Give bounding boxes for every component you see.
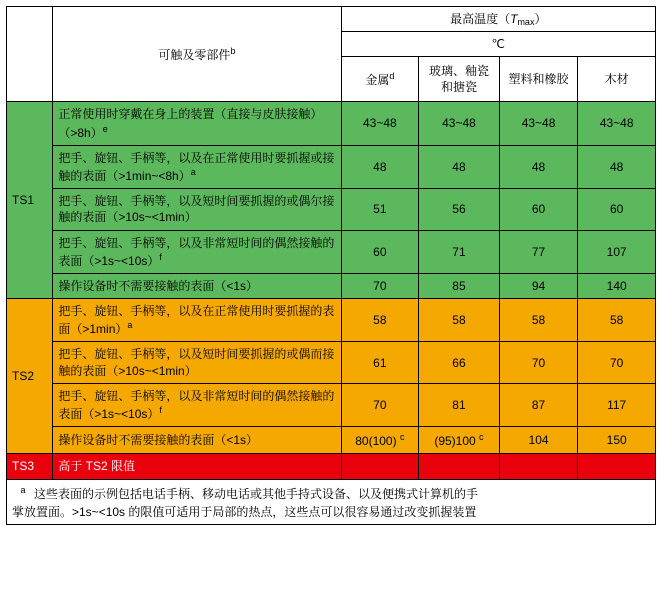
temperature-value-cell xyxy=(341,189,419,230)
table-header-row-1 xyxy=(7,7,656,32)
temperature-value-cell xyxy=(419,273,500,298)
temperature-value: 104 xyxy=(528,433,549,448)
footnote-line-1: 这些表面的示例包括电话手柄、移动电话或其他手持式设备、以及便携式计算机的手 xyxy=(34,486,479,501)
surface-description-cell xyxy=(53,383,341,426)
table-row xyxy=(7,230,656,273)
temperature-value-cell xyxy=(419,427,500,454)
temperature-value-cell xyxy=(419,454,500,479)
temperature-value: 70 xyxy=(373,278,387,293)
temperature-value-cell xyxy=(578,427,656,454)
temperature-value-footnote-mark: c xyxy=(479,432,484,443)
temperature-value: 61 xyxy=(373,355,387,370)
temperature-value-cell xyxy=(419,102,500,145)
table-row xyxy=(7,299,656,342)
temperature-value: 58 xyxy=(373,313,387,328)
temperature-value: 140 xyxy=(606,278,627,293)
header-cell-material-3 xyxy=(578,57,656,102)
temperature-value-cell xyxy=(499,427,578,454)
temperature-value: 150 xyxy=(606,433,627,448)
temperature-value-cell xyxy=(341,273,419,298)
temperature-value: 43~48 xyxy=(599,116,634,131)
header-material-label: 木材 xyxy=(604,72,629,87)
header-material-footnote-mark: d xyxy=(389,71,395,82)
temperature-value: 56 xyxy=(452,202,466,217)
temperature-value-cell xyxy=(499,454,578,479)
surface-description-text: 把手、旋钮、手柄等，以及非常短时间的偶然接触的表面（>1s~<10s） xyxy=(58,388,335,421)
temperature-value-cell xyxy=(578,273,656,298)
temperature-value-cell xyxy=(578,102,656,145)
class-label-ts2 xyxy=(7,299,53,454)
header-max-temp-subscript: max xyxy=(517,17,535,27)
surface-description-cell xyxy=(53,145,341,188)
temperature-value-cell xyxy=(341,102,419,145)
temperature-value-cell xyxy=(578,230,656,273)
temperature-value-cell xyxy=(578,145,656,188)
document-page xyxy=(0,6,665,590)
temperature-value-cell xyxy=(341,427,419,454)
temperature-value: 48 xyxy=(531,159,546,174)
table-row xyxy=(7,427,656,454)
temperature-value-cell xyxy=(419,189,500,230)
surface-description-text: 把手、旋钮、手柄等，以及非常短时间的偶然接触的表面（>1s~<10s） xyxy=(58,235,335,268)
header-material-label: 塑料和橡胶 xyxy=(508,72,569,87)
temperature-value-cell xyxy=(578,454,656,479)
surface-description-cell xyxy=(53,230,341,273)
temperature-value: 66 xyxy=(452,355,466,370)
temperature-value: (95)100 xyxy=(434,434,476,449)
temperature-value-cell xyxy=(499,383,578,426)
surface-description-footnote-mark: f xyxy=(159,405,162,415)
surface-description-footnote-mark: a xyxy=(190,166,196,177)
surface-description-cell xyxy=(53,189,341,230)
temperature-value: 71 xyxy=(452,244,466,259)
header-cell-material-1 xyxy=(419,57,500,102)
surface-description-footnote-mark: f xyxy=(159,251,162,262)
table-row xyxy=(7,145,656,188)
temperature-value-cell xyxy=(499,102,578,145)
footnote-cell xyxy=(7,479,656,524)
class-label-text: TS3 xyxy=(12,459,35,474)
temperature-value-cell xyxy=(578,383,656,426)
header-cell-max-temp xyxy=(341,7,655,32)
temperature-value-cell xyxy=(341,454,419,479)
temperature-value-cell xyxy=(341,383,419,426)
temperature-value: 60 xyxy=(609,202,624,217)
temperature-value: 94 xyxy=(531,278,546,293)
class-label-text: TS2 xyxy=(12,369,35,384)
temperature-value: 70 xyxy=(531,355,546,370)
temperature-value: 85 xyxy=(452,278,466,293)
temperature-value-cell xyxy=(419,299,500,342)
temperature-limits-table xyxy=(6,6,656,525)
temperature-value: 77 xyxy=(531,244,546,259)
surface-description-text: 操作设备时不需要接触的表面（<1s） xyxy=(58,433,259,448)
surface-description-text: 把手、旋钮、手柄等，以及短时间要抓握的或偶尔接触的表面（>10s~<1min） xyxy=(58,194,335,225)
header-unit-label: ℃ xyxy=(491,37,506,52)
header-cell-parts xyxy=(53,7,341,102)
surface-description-cell xyxy=(53,427,341,454)
temperature-value-cell xyxy=(578,189,656,230)
class-label-text: TS1 xyxy=(12,193,35,208)
temperature-value: 58 xyxy=(531,313,546,328)
surface-description-footnote-mark: a xyxy=(127,320,133,331)
surface-description-text: 把手、旋钮、手柄等，以及短时间要抓握的或偶而接触的表面（>10s~<1min） xyxy=(58,347,335,378)
temperature-value: 107 xyxy=(606,244,627,259)
header-material-label: 玻璃、釉瓷和搪瓷 xyxy=(428,64,489,95)
temperature-value: 60 xyxy=(531,202,546,217)
surface-description-text: 高于 TS2 限值 xyxy=(58,459,136,474)
temperature-value: 48 xyxy=(452,159,466,174)
surface-description-cell xyxy=(53,342,341,383)
temperature-value-cell xyxy=(499,273,578,298)
table-row xyxy=(7,189,656,230)
table-footnote-row xyxy=(7,479,656,524)
temperature-value: 43~48 xyxy=(362,116,397,131)
header-cell-class xyxy=(7,7,53,102)
temperature-value: 117 xyxy=(607,397,627,412)
header-max-temp-close: ） xyxy=(534,12,547,26)
table-row xyxy=(7,342,656,383)
table-body xyxy=(7,7,656,525)
header-material-label: 金属 xyxy=(365,73,390,88)
header-cell-material-0 xyxy=(341,57,419,102)
temperature-value-cell xyxy=(578,342,656,383)
table-row xyxy=(7,454,656,479)
temperature-value-cell xyxy=(419,230,500,273)
header-cell-material-2 xyxy=(499,57,578,102)
header-max-temp-label: 最高温度（ xyxy=(450,12,511,26)
table-row xyxy=(7,273,656,298)
temperature-value-cell xyxy=(341,342,419,383)
surface-description-cell xyxy=(53,454,341,479)
temperature-value: 60 xyxy=(373,244,387,259)
temperature-value-cell xyxy=(341,145,419,188)
table-row xyxy=(7,383,656,426)
temperature-value-cell xyxy=(341,230,419,273)
footnote-line-2: 掌放置面。>1s~<10s 的限值可适用于局部的热点，这些点可以很容易通过改变抓握装置 xyxy=(12,504,477,519)
temperature-value: 87 xyxy=(531,397,546,412)
temperature-value-cell xyxy=(578,299,656,342)
temperature-value: 58 xyxy=(452,313,466,328)
temperature-value: 81 xyxy=(452,397,466,412)
temperature-value: 80(100) xyxy=(355,434,397,449)
surface-description-cell xyxy=(53,273,341,298)
temperature-value: 58 xyxy=(609,313,624,328)
temperature-value-cell xyxy=(341,299,419,342)
temperature-value-cell xyxy=(499,145,578,188)
temperature-value: 51 xyxy=(373,202,387,217)
temperature-value: 43~48 xyxy=(442,116,476,131)
surface-description-footnote-mark: e xyxy=(102,123,108,134)
temperature-value-cell xyxy=(499,299,578,342)
header-parts-footnote-mark: b xyxy=(230,46,236,57)
table-row xyxy=(7,102,656,145)
header-cell-unit xyxy=(341,32,655,57)
temperature-value: 70 xyxy=(609,355,624,370)
temperature-value-cell xyxy=(419,145,500,188)
surface-description-text: 把手、旋钮、手柄等，以及在正常使用时要抓握的表面（>1min） xyxy=(58,304,335,337)
surface-description-text: 把手、旋钮、手柄等，以及在正常使用时要抓握或接触的表面（>1min~<8h） xyxy=(58,150,335,183)
temperature-value: 43~48 xyxy=(521,116,556,131)
surface-description-cell xyxy=(53,299,341,342)
temperature-value-footnote-mark: c xyxy=(399,432,405,443)
temperature-value-cell xyxy=(499,189,578,230)
header-parts-label: 可触及零部件 xyxy=(158,48,231,63)
surface-description-cell xyxy=(53,102,341,145)
temperature-value: 48 xyxy=(609,159,624,174)
temperature-value: 70 xyxy=(373,397,387,412)
class-label-ts1 xyxy=(7,102,53,299)
header-max-temp-symbol: T xyxy=(510,12,518,26)
temperature-value: 48 xyxy=(373,159,387,174)
surface-description-text: 正常使用时穿戴在身上的装置（直接与皮肤接触）（>8h） xyxy=(58,107,323,140)
temperature-value-cell xyxy=(419,342,500,383)
temperature-value-cell xyxy=(499,230,578,273)
temperature-value-cell xyxy=(499,342,578,383)
class-label-ts3 xyxy=(7,454,53,479)
footnote-mark: a xyxy=(20,484,26,495)
temperature-value-cell xyxy=(419,383,500,426)
surface-description-text: 操作设备时不需要接触的表面（<1s） xyxy=(58,278,259,293)
